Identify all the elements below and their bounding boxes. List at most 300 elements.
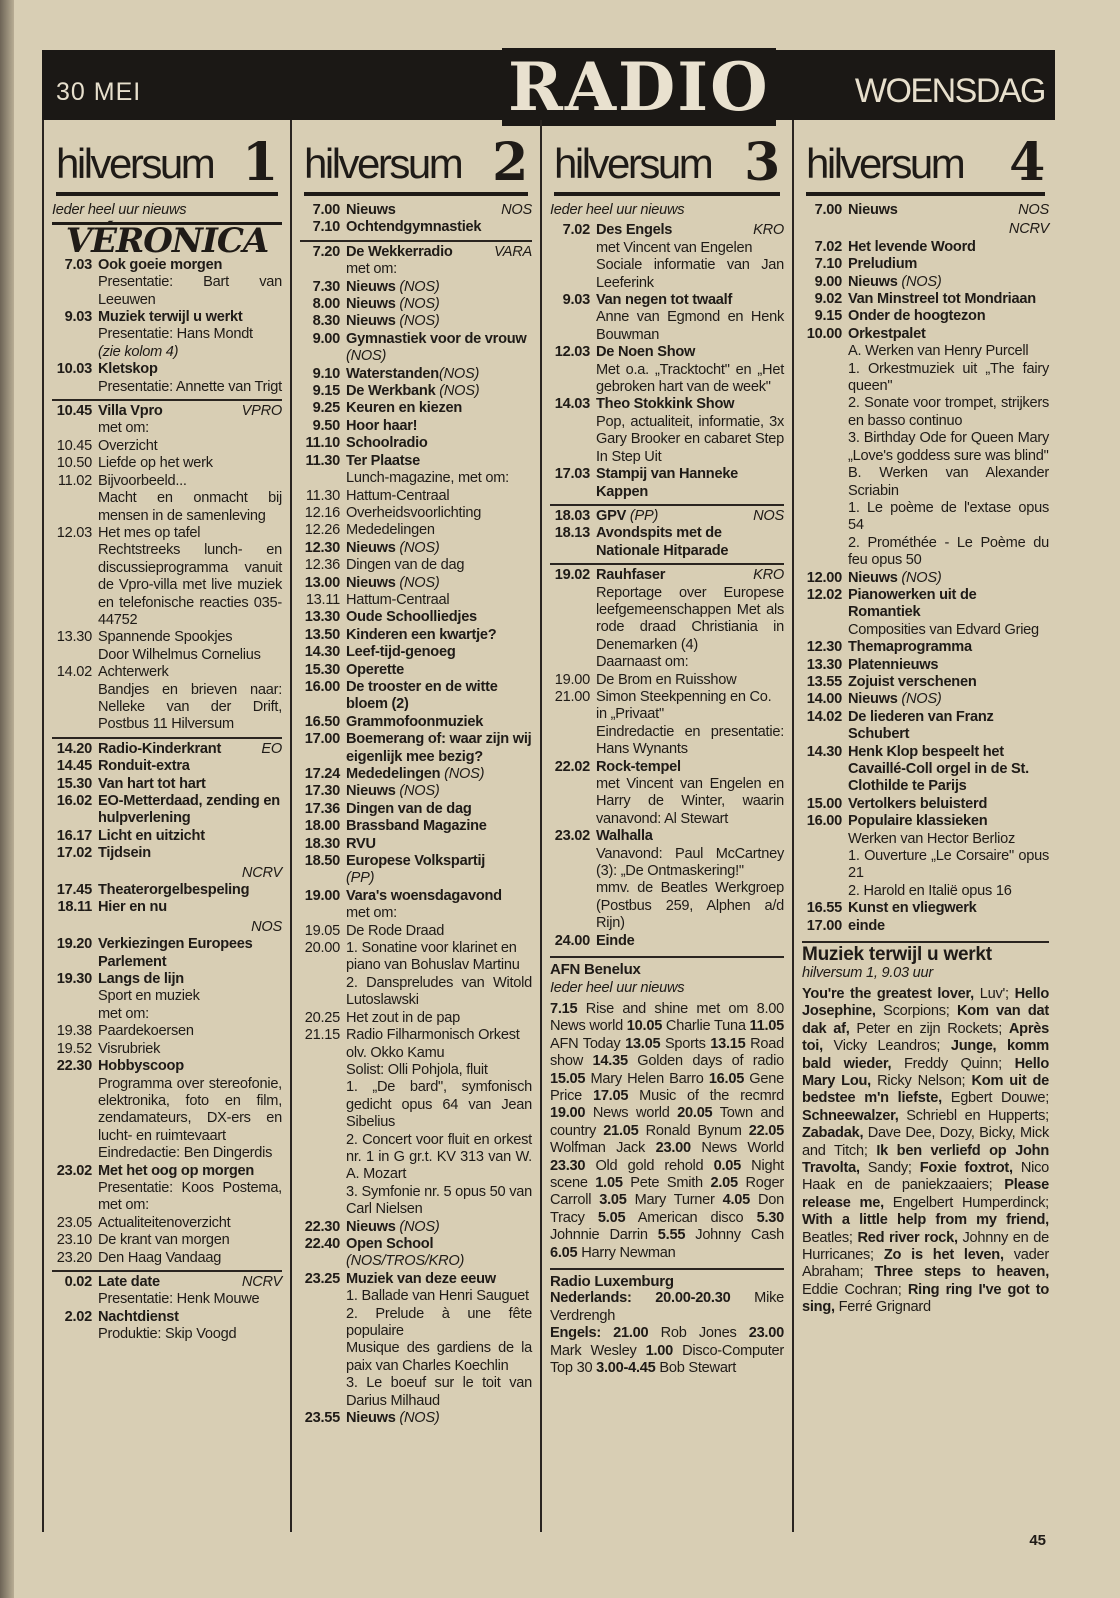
program-time: 23.20 — [56, 1249, 92, 1266]
program-time: 12.26 — [304, 522, 340, 539]
program-description: Met o.a. „Tracktocht" en „Het gebroken hart van de week" — [596, 361, 784, 396]
program-body — [346, 801, 532, 818]
program-title-wrap — [346, 383, 479, 400]
program-description: 1. Orkestmuziek uit „The fairy queen" — [848, 360, 1049, 395]
program-time: 15.30 — [56, 775, 92, 792]
program-title-row — [848, 744, 1049, 796]
program-title-row — [346, 609, 532, 626]
program-item — [550, 759, 784, 829]
program-item — [550, 828, 784, 932]
program-title-wrap — [98, 1041, 160, 1058]
program-title-row — [98, 776, 282, 793]
program-description: Presentatie: Henk Mouwe — [98, 1291, 260, 1308]
program-title-wrap — [346, 1410, 440, 1427]
program-title-row — [596, 567, 784, 584]
program-body — [596, 396, 784, 466]
program-title: Nieuws — [848, 273, 898, 290]
broadcaster-tag: NOS — [501, 202, 532, 218]
program-body — [596, 828, 784, 932]
program-body — [848, 709, 1049, 744]
program-title-wrap — [346, 244, 453, 261]
program-body — [346, 331, 532, 366]
luxemburg-schedule — [550, 1290, 784, 1377]
program-broadcaster: (NOS) — [395, 783, 440, 800]
program-title-wrap — [596, 759, 681, 776]
program-title: Langs de lijn — [98, 971, 184, 988]
program-title-row — [346, 766, 532, 783]
radio-listing-page — [42, 50, 1055, 1532]
text-segment: Town and country — [550, 1105, 785, 1139]
station-number: 3 — [744, 132, 780, 193]
program-title-wrap — [346, 435, 428, 452]
program-title-wrap — [98, 664, 169, 681]
program-title-row — [346, 202, 532, 219]
program-title: GPV — [596, 507, 627, 524]
program-title: EO-Metterdaad, zending en hulpverlening — [98, 793, 280, 827]
program-title-row — [848, 308, 1049, 325]
program-description: Daarnaast om: — [596, 654, 689, 671]
program-item — [802, 587, 1049, 639]
program-time: 14.30 — [304, 644, 340, 661]
program-item — [52, 1041, 282, 1058]
program-item — [300, 644, 532, 661]
program-title-wrap — [98, 473, 187, 490]
bold-segment: 5.55 — [657, 1227, 686, 1244]
radio-luxemburg-block — [550, 1268, 784, 1377]
program-time: 22.30 — [304, 1218, 340, 1235]
program-title: Vara's woensdagavond — [346, 887, 502, 904]
text-segment: Engelbert Humperdinck; — [883, 1194, 1049, 1211]
program-item — [52, 309, 282, 361]
program-title-row — [346, 453, 532, 470]
program-time: 11.30 — [305, 452, 340, 469]
program-title-row — [98, 1250, 282, 1267]
program-title: Liefde op het werk — [98, 455, 213, 472]
program-title: Met het oog op morgen — [98, 1162, 255, 1179]
program-item — [52, 845, 282, 862]
bold-segment: 15.05 — [550, 1070, 586, 1087]
program-item — [300, 592, 532, 609]
program-description: mmv. de Beatles Werkgroep (Postbus 259, Alphen a/d Rijn) — [596, 880, 784, 932]
program-item — [300, 557, 532, 574]
program-title: De Werkbank — [346, 383, 436, 400]
program-title-wrap — [98, 1215, 230, 1232]
program-item — [300, 575, 532, 592]
program-description: A. Werken van Henry Purcell — [848, 343, 1029, 360]
station-name: hilversum — [304, 140, 462, 187]
program-title: Zojuist verschenen — [848, 673, 977, 690]
program-title-row — [596, 344, 784, 361]
program-time: 16.17 — [56, 827, 92, 844]
program-time: 0.02 — [64, 1273, 92, 1290]
program-title-wrap — [346, 296, 440, 313]
bold-segment: Schneewalzer, — [802, 1107, 899, 1124]
program-title: Nieuws — [346, 1410, 396, 1427]
program-title-wrap — [98, 845, 151, 862]
program-title-wrap — [848, 274, 942, 291]
program-description: Presentatie: Hans Mondt — [98, 326, 253, 343]
program-title-wrap — [596, 567, 665, 584]
program-item — [300, 783, 532, 800]
program-title-row — [346, 644, 532, 661]
program-time: 17.00 — [304, 731, 340, 748]
program-time: 20.00 — [304, 940, 340, 957]
program-time: 15.30 — [304, 661, 340, 678]
program-item — [300, 540, 532, 557]
program-item — [300, 331, 532, 366]
program-title-wrap — [98, 741, 221, 758]
bold-segment: 1.00 — [645, 1342, 674, 1359]
program-title-row — [596, 828, 784, 845]
program-title-row — [98, 793, 282, 828]
program-description: 3. Le boeuf sur le toit van Darius Milhaud — [346, 1375, 532, 1409]
text-segment: Eddie Cochran; — [802, 1281, 908, 1298]
program-title-wrap — [346, 331, 532, 366]
program-description: Sport en muziek — [98, 988, 200, 1005]
program-title-row — [848, 587, 1049, 622]
program-title-row — [346, 888, 532, 905]
program-title-wrap — [346, 731, 532, 766]
program-item — [300, 888, 532, 923]
program-item — [52, 1058, 282, 1162]
program-item — [802, 744, 1049, 796]
program-item — [52, 899, 282, 916]
program-item — [550, 689, 784, 759]
program-body — [98, 1215, 282, 1232]
program-body — [346, 662, 532, 679]
program-body — [346, 1271, 532, 1410]
column-hilversum-4 — [794, 120, 1057, 1532]
program-title-wrap — [596, 222, 672, 239]
program-time: 18.13 — [554, 525, 590, 542]
program-title-row — [596, 689, 784, 724]
program-title-row — [848, 657, 1049, 674]
program-item — [300, 923, 532, 940]
program-body — [848, 918, 1049, 935]
program-time: 17.36 — [304, 800, 340, 817]
program-description: Eindredactie: Ben Dingerdis — [98, 1145, 273, 1162]
program-body — [596, 933, 784, 950]
program-title: Late date — [98, 1273, 160, 1290]
program-body — [346, 853, 532, 888]
program-time: 10.00 — [806, 325, 842, 342]
program-title-wrap — [98, 1309, 179, 1326]
program-description: met om: — [98, 1005, 149, 1022]
bold-segment: 13.05 — [625, 1035, 661, 1052]
program-title: Hobbyscoop — [98, 1058, 184, 1075]
program-description: Presentatie: Bart van Leeuwen — [98, 274, 282, 308]
program-title-row — [346, 313, 532, 330]
program-body — [346, 575, 532, 592]
program-title: Nieuws — [848, 202, 898, 218]
program-time: 7.30 — [312, 278, 340, 295]
program-time: 12.16 — [304, 504, 340, 521]
program-title: Rauhfaser — [596, 567, 666, 584]
program-broadcaster: (NOS) — [438, 365, 480, 382]
program-title-wrap — [98, 1250, 221, 1267]
program-time: 23.55 — [304, 1410, 340, 1427]
program-title-wrap — [346, 219, 481, 236]
program-time: 24.00 — [554, 932, 590, 949]
program-title: Van Minstreel tot Mondriaan — [848, 291, 1036, 308]
bold-segment: 20.05 — [677, 1105, 713, 1122]
program-body — [596, 525, 784, 560]
text-segment: Don Tracy — [550, 1192, 785, 1226]
program-title-wrap — [346, 575, 440, 592]
program-title-wrap — [346, 366, 479, 383]
program-title: Hattum-Centraal — [346, 487, 450, 504]
program-broadcaster: (NOS) — [395, 1218, 440, 1235]
program-title: einde — [848, 917, 885, 934]
station-heading — [56, 120, 278, 196]
text-segment: Harry Newman — [577, 1244, 676, 1261]
program-title: Rock-tempel — [596, 758, 681, 775]
program-item — [300, 400, 532, 417]
program-description: 1. „De bard", symfonisch gedicht opus 64 van Jean Sibelius — [346, 1079, 532, 1131]
text-segment: Road show — [550, 1035, 784, 1070]
program-title-row — [346, 714, 532, 731]
text-segment: Wolfman Jack — [550, 1140, 656, 1157]
broadcaster-tag: NOS — [1018, 202, 1049, 218]
bold-segment: Foxie foxtrot, — [919, 1159, 1013, 1176]
program-time: 19.38 — [56, 1023, 92, 1040]
program-item — [300, 240, 532, 279]
text-segment: Rob Jones — [648, 1325, 749, 1342]
bold-segment: Nederlands: 20.00-20.30 — [550, 1290, 731, 1307]
program-title: Van hart tot hart — [98, 775, 206, 792]
program-item — [802, 918, 1049, 935]
program-time: 7.00 — [814, 202, 842, 218]
program-time: 13.30 — [304, 609, 340, 626]
program-title-wrap — [98, 257, 222, 274]
program-time: 17.03 — [554, 466, 590, 483]
program-title: Dingen van de dag — [346, 800, 472, 817]
program-time: 10.45 — [56, 403, 92, 420]
program-item — [52, 257, 282, 309]
program-title-wrap — [346, 627, 496, 644]
program-time: 17.00 — [806, 917, 842, 934]
program-title-row — [346, 1236, 532, 1253]
program-item — [300, 731, 532, 766]
program-title-wrap — [596, 525, 784, 560]
program-title-row — [98, 1023, 282, 1040]
bold-segment: Junge, komm bald wieder, — [802, 1038, 1049, 1072]
program-title: Open School — [346, 1235, 434, 1252]
program-body — [848, 326, 1049, 570]
program-description: met Vincent van Engelen — [596, 239, 753, 256]
program-title-wrap — [346, 557, 464, 574]
program-body — [346, 609, 532, 626]
program-time: 21.00 — [554, 688, 590, 705]
program-time: 18.30 — [304, 835, 340, 852]
program-title-row — [346, 418, 532, 435]
program-title-row — [98, 1041, 282, 1058]
program-title: Ook goeie morgen — [98, 256, 223, 273]
program-title: Nieuws — [346, 539, 396, 556]
program-item — [802, 709, 1049, 744]
program-body — [848, 674, 1049, 691]
program-title: De trooster en de witte bloem (2) — [346, 678, 498, 713]
program-title-row — [98, 1163, 282, 1180]
program-body — [98, 971, 282, 1023]
bold-segment: Ik ben verliefd op John Travolta, — [802, 1142, 1049, 1176]
program-title-wrap — [346, 540, 440, 557]
program-body — [98, 1250, 282, 1267]
program-title: De krant van morgen — [98, 1232, 230, 1249]
program-description: 2. Prelude à une fête populaire — [346, 1305, 532, 1339]
program-note: (zie kolom 4) — [98, 343, 179, 360]
text-segment: Ferré Grignard — [834, 1299, 931, 1316]
program-body — [98, 936, 282, 971]
program-broadcaster: (NOS) — [897, 273, 942, 290]
program-item — [300, 766, 532, 783]
program-time: 12.00 — [806, 569, 842, 586]
program-title-row — [346, 1010, 532, 1027]
bold-segment: 7.15 — [550, 1000, 578, 1017]
program-item — [802, 274, 1049, 291]
program-title-wrap — [346, 923, 444, 940]
program-title: Spannende Spookjes — [98, 629, 233, 646]
program-title: Visrubriek — [98, 1040, 161, 1057]
program-item — [300, 279, 532, 296]
bold-segment: Hello Josephine, — [802, 985, 1049, 1020]
program-title-row — [346, 505, 532, 522]
program-item — [52, 758, 282, 775]
program-body — [596, 292, 784, 344]
program-title: Nieuws — [346, 296, 396, 313]
program-title: Dingen van de dag — [346, 557, 465, 574]
program-description: Macht en onmacht bij mensen in de samenleving — [98, 490, 282, 524]
program-item — [550, 504, 784, 525]
program-title-wrap — [596, 508, 658, 525]
program-item — [300, 714, 532, 731]
program-title-wrap — [98, 438, 157, 455]
program-title: Onder de hoogtezon — [848, 308, 986, 325]
bold-segment: 1.05 — [595, 1174, 623, 1191]
text-segment: Johnny en de Hurricanes; — [802, 1229, 1049, 1263]
program-title-wrap — [346, 818, 487, 835]
program-title-wrap — [848, 691, 942, 708]
program-title-row — [346, 853, 532, 870]
program-title-row — [98, 1232, 282, 1249]
program-item — [300, 801, 532, 818]
program-time: 23.05 — [56, 1214, 92, 1231]
program-body — [98, 257, 282, 309]
column-hilversum-2 — [292, 120, 542, 1532]
program-title-wrap — [848, 202, 898, 219]
program-item — [300, 296, 532, 313]
program-title-row — [98, 936, 282, 971]
program-title-row — [346, 383, 532, 400]
broadcaster-tag: NOS — [753, 507, 784, 524]
program-item — [802, 239, 1049, 256]
playlist-title: Muziek terwijl u werkt — [802, 944, 992, 966]
program-title-row — [596, 672, 784, 689]
program-title-wrap — [346, 522, 435, 539]
text-segment: Mary Helen Barro — [585, 1070, 709, 1087]
program-time: 13.00 — [304, 574, 340, 591]
program-item — [802, 639, 1049, 656]
text-segment: Charlie Tuna — [662, 1018, 750, 1035]
program-title: Waterstanden — [346, 365, 439, 382]
program-title-wrap — [848, 657, 938, 674]
playlist-subtitle: hilversum 1, 9.03 uur — [802, 965, 934, 982]
program-title-row — [848, 709, 1049, 744]
program-title: Einde — [596, 932, 635, 949]
program-title-row — [98, 1274, 282, 1291]
text-segment: Dave Dee, Dozy, Bicky, Mick and Titch; — [802, 1125, 1049, 1159]
program-item — [802, 291, 1049, 308]
program-title-row — [848, 796, 1049, 813]
program-item — [52, 1250, 282, 1267]
program-title-wrap — [848, 796, 987, 813]
program-item — [802, 326, 1049, 570]
program-title-row — [596, 508, 784, 525]
program-title-wrap — [346, 1010, 460, 1027]
program-body — [98, 1309, 282, 1344]
text-segment: Ricky Nelson; — [870, 1072, 972, 1089]
program-title-row — [346, 1219, 532, 1236]
text-segment: Freddy Quinn; — [891, 1055, 1015, 1072]
program-title-row — [346, 940, 532, 975]
text-segment: Music of the recmrd — [628, 1087, 784, 1104]
program-description: Werken van Hector Berlioz — [848, 830, 1016, 847]
program-title-wrap — [596, 933, 634, 950]
program-item — [52, 1023, 282, 1040]
program-title-wrap — [848, 326, 926, 343]
program-time: 23.10 — [56, 1232, 92, 1249]
program-body — [596, 672, 784, 689]
program-item — [802, 796, 1049, 813]
program-body — [346, 592, 532, 609]
program-item — [52, 882, 282, 899]
program-item — [300, 836, 532, 853]
program-time: 17.45 — [56, 882, 92, 899]
program-title-row — [98, 1215, 282, 1232]
program-body — [596, 344, 784, 396]
program-broadcaster: (NOS) — [395, 313, 440, 330]
program-time: 12.36 — [304, 557, 340, 574]
station-name: hilversum — [56, 140, 214, 187]
program-title: Verkiezingen Europees Parlement — [98, 936, 253, 970]
program-title-wrap — [346, 766, 484, 783]
text-segment: Disco-Computer Top 30 — [550, 1342, 784, 1376]
program-time: 7.02 — [562, 222, 590, 239]
program-title: Van negen tot twaalf — [596, 292, 733, 309]
program-title-row — [346, 923, 532, 940]
program-time: 9.50 — [312, 417, 340, 434]
program-time: 16.55 — [806, 900, 842, 917]
program-time: 7.03 — [64, 256, 92, 273]
program-title-wrap — [98, 455, 213, 472]
program-title-row — [98, 1309, 282, 1326]
program-broadcaster: (NOS) — [440, 766, 485, 782]
program-title: De liederen van Franz Schubert — [848, 708, 994, 743]
program-title: Tijdsein — [98, 845, 151, 862]
text-segment: Peter en zijn Rockets; — [849, 1020, 1009, 1037]
station-number: 2 — [492, 132, 528, 193]
program-title-wrap — [346, 488, 449, 505]
program-body — [848, 202, 1049, 219]
program-item — [300, 1010, 532, 1027]
program-title-wrap — [848, 813, 987, 830]
program-title-row — [98, 882, 282, 899]
program-body — [346, 453, 532, 488]
program-body — [848, 744, 1049, 796]
program-body — [346, 296, 532, 313]
program-item — [802, 657, 1049, 674]
program-body — [346, 679, 532, 714]
